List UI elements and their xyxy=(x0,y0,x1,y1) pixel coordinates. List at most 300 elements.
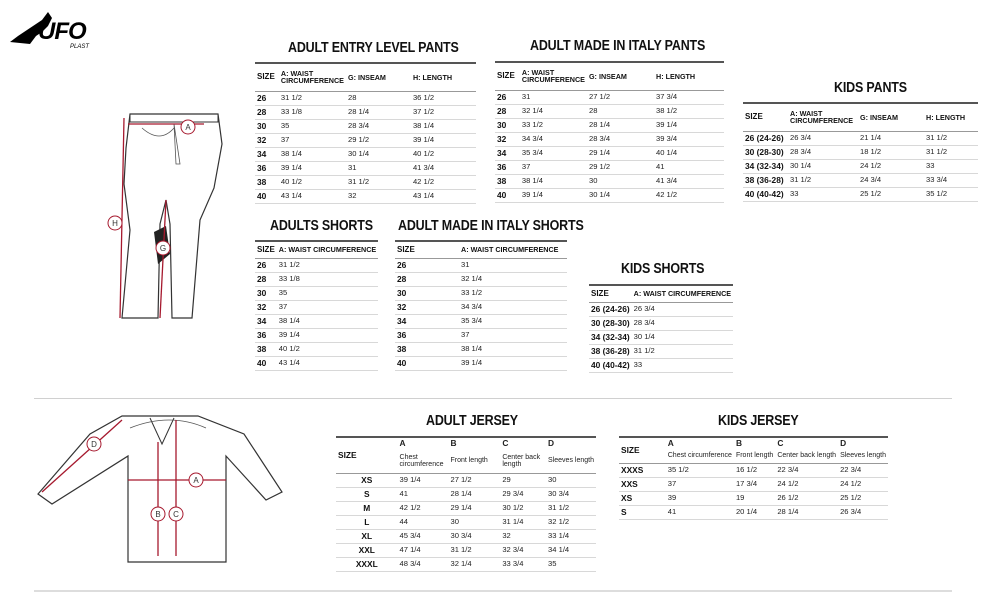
measurement-cell: 31 1/2 xyxy=(448,543,500,557)
measurement-cell: 41 xyxy=(654,160,724,174)
measurement-cell: 30 1/2 xyxy=(500,501,546,515)
measurement-cell: 16 1/2 xyxy=(734,463,775,477)
measurement-cell: 44 xyxy=(398,515,449,529)
size-cell: 26 xyxy=(495,90,520,104)
measurement-cell: 35 xyxy=(279,119,346,133)
adult-italy-pants-table xyxy=(495,61,724,203)
size-cell: 40 (40-42) xyxy=(589,358,632,372)
measurement-cell: 39 1/4 xyxy=(277,328,378,342)
size-cell: S xyxy=(336,487,398,501)
measurement-cell: 43 1/4 xyxy=(279,189,346,203)
size-cell: 26 (24-26) xyxy=(589,302,632,316)
measurement-cell: 33 1/8 xyxy=(277,272,378,286)
measurement-cell: 31 1/4 xyxy=(500,515,546,529)
measurement-cell: 30 3/4 xyxy=(546,487,596,501)
measurement-cell: 42 1/2 xyxy=(654,188,724,202)
measurement-cell: 38 1/4 xyxy=(277,314,378,328)
measurement-cell: 40 1/2 xyxy=(277,342,378,356)
measurement-cell: 45 3/4 xyxy=(398,529,449,543)
measurement-cell: 32 1/4 xyxy=(520,104,587,118)
header-back-length: Center back length xyxy=(775,449,838,463)
measurement-cell: 17 3/4 xyxy=(734,477,775,491)
header-length: H: LENGTH xyxy=(924,103,978,131)
table-row xyxy=(255,175,476,189)
measurement-cell: 35 xyxy=(277,286,378,300)
table-row xyxy=(395,328,567,342)
measurement-cell: 39 1/4 xyxy=(654,118,724,132)
size-cell: M xyxy=(336,501,398,515)
measurement-cell: 30 1/4 xyxy=(587,188,654,202)
measurement-cell: 39 3/4 xyxy=(654,132,724,146)
measurement-cell: 31 1/2 xyxy=(277,258,378,272)
measurement-cell: 28 3/4 xyxy=(587,132,654,146)
size-cell: 40 xyxy=(495,188,520,202)
measurement-cell: 30 1/4 xyxy=(788,159,858,173)
measurement-cell: 33 1/2 xyxy=(459,286,567,300)
header-size: SIZE xyxy=(336,437,398,473)
table-row xyxy=(255,258,378,272)
adult-entry-pants-title: ADULT ENTRY LEVEL PANTS xyxy=(288,40,459,56)
header-letter-b: B xyxy=(734,437,775,449)
adult-italy-pants-title: ADULT MADE IN ITALY PANTS xyxy=(530,38,706,54)
measurement-cell: 26 3/4 xyxy=(788,131,858,145)
pants-label-h: H xyxy=(112,219,118,228)
size-cell: 32 xyxy=(495,132,520,146)
measurement-cell: 29 1/2 xyxy=(346,133,411,147)
size-cell: 28 xyxy=(395,272,459,286)
measurement-cell: 38 1/4 xyxy=(459,342,567,356)
size-cell: 34 xyxy=(495,146,520,160)
table-row xyxy=(619,463,888,477)
table-row xyxy=(495,146,724,160)
measurement-cell: 26 3/4 xyxy=(838,505,888,519)
size-cell: 38 xyxy=(495,174,520,188)
measurement-cell: 34 3/4 xyxy=(459,300,567,314)
jersey-label-d: D xyxy=(91,440,97,449)
header-size: SIZE xyxy=(255,241,277,258)
measurement-cell: 43 1/4 xyxy=(411,189,476,203)
measurement-cell: 22 3/4 xyxy=(838,463,888,477)
table-row xyxy=(255,189,476,203)
measurement-cell: 28 1/4 xyxy=(346,105,411,119)
size-cell: 40 (40-42) xyxy=(743,187,788,201)
measurement-cell: 39 1/4 xyxy=(459,356,567,370)
header-size: SIZE xyxy=(495,62,520,90)
adult-italy-shorts-title: ADULT MADE IN ITALY SHORTS xyxy=(398,218,584,234)
table-row xyxy=(395,272,567,286)
measurement-cell: 33 1/8 xyxy=(279,105,346,119)
size-cell: 30 xyxy=(255,119,279,133)
adults-shorts-table xyxy=(255,240,378,371)
table-row xyxy=(495,174,724,188)
size-cell: 26 xyxy=(255,91,279,105)
header-front-length: Front length xyxy=(448,449,500,473)
measurement-cell: 37 xyxy=(666,477,734,491)
measurement-cell: 31 1/2 xyxy=(632,344,733,358)
size-cell: 26 xyxy=(395,258,459,272)
measurement-cell: 33 xyxy=(788,187,858,201)
table-row xyxy=(255,328,378,342)
pants-illustration xyxy=(100,104,230,326)
measurement-cell: 28 3/4 xyxy=(346,119,411,133)
measurement-cell: 31 xyxy=(346,161,411,175)
measurement-cell: 38 1/4 xyxy=(520,174,587,188)
size-cell: 40 xyxy=(255,356,277,370)
measurement-cell: 39 1/4 xyxy=(279,161,346,175)
measurement-cell: 37 xyxy=(277,300,378,314)
measurement-cell: 31 1/2 xyxy=(788,173,858,187)
table-row xyxy=(743,131,978,145)
measurement-cell: 26 3/4 xyxy=(632,302,733,316)
header-inseam: G: INSEAM xyxy=(858,103,924,131)
measurement-cell: 38 1/2 xyxy=(654,104,724,118)
kids-jersey-table xyxy=(619,436,888,520)
size-cell: XXXL xyxy=(336,557,398,571)
size-cell: 38 xyxy=(255,342,277,356)
adult-entry-pants-table xyxy=(255,62,476,204)
size-cell: 28 xyxy=(495,104,520,118)
measurement-cell: 30 3/4 xyxy=(448,529,500,543)
measurement-cell: 41 xyxy=(398,487,449,501)
measurement-cell: 39 1/4 xyxy=(398,473,449,487)
table-row xyxy=(619,505,888,519)
measurement-cell: 28 1/4 xyxy=(448,487,500,501)
logo-wordmark: UFO xyxy=(38,18,86,45)
table-row xyxy=(589,302,733,316)
measurement-cell: 38 1/4 xyxy=(411,119,476,133)
measurement-cell: 29 xyxy=(500,473,546,487)
measurement-cell: 21 1/4 xyxy=(858,131,924,145)
table-row xyxy=(743,159,978,173)
size-cell: 38 (36-28) xyxy=(589,344,632,358)
measurement-cell: 22 3/4 xyxy=(775,463,838,477)
measurement-cell: 27 1/2 xyxy=(587,90,654,104)
size-cell: 36 xyxy=(495,160,520,174)
header-letter-c: C xyxy=(775,437,838,449)
measurement-cell: 29 1/4 xyxy=(587,146,654,160)
table-row xyxy=(336,473,596,487)
kids-pants-table xyxy=(743,102,978,202)
size-cell: XL xyxy=(336,529,398,543)
measurement-cell: 35 1/2 xyxy=(924,187,978,201)
size-cell: 26 xyxy=(255,258,277,272)
size-cell: XXS xyxy=(619,477,666,491)
adult-italy-shorts-table xyxy=(395,240,567,371)
table-row xyxy=(336,557,596,571)
pants-label-g: G xyxy=(159,244,167,253)
table-row xyxy=(589,330,733,344)
size-cell: XXXS xyxy=(619,463,666,477)
table-row xyxy=(255,105,476,119)
measurement-cell: 24 3/4 xyxy=(858,173,924,187)
measurement-cell: 33 1/2 xyxy=(520,118,587,132)
section-divider xyxy=(34,398,952,399)
measurement-cell: 35 3/4 xyxy=(520,146,587,160)
table-row xyxy=(255,342,378,356)
measurement-cell: 39 1/4 xyxy=(411,133,476,147)
measurement-cell: 40 1/2 xyxy=(411,147,476,161)
table-row xyxy=(336,529,596,543)
ufo-plast-logo xyxy=(8,6,126,54)
table-row xyxy=(336,515,596,529)
header-letter-d: D xyxy=(838,437,888,449)
measurement-cell: 40 1/4 xyxy=(654,146,724,160)
size-cell: 38 xyxy=(395,342,459,356)
size-cell: 40 xyxy=(395,356,459,370)
header-length: H: LENGTH xyxy=(411,63,476,91)
measurement-cell: 41 3/4 xyxy=(654,174,724,188)
measurement-cell: 40 1/2 xyxy=(279,175,346,189)
jersey-label-b: B xyxy=(155,510,161,519)
measurement-cell: 39 xyxy=(666,491,734,505)
measurement-cell: 39 1/4 xyxy=(520,188,587,202)
table-row xyxy=(743,145,978,159)
measurement-cell: 31 xyxy=(520,90,587,104)
size-cell: 32 xyxy=(255,133,279,147)
table-row xyxy=(395,342,567,356)
size-cell: L xyxy=(336,515,398,529)
logo-subtext: PLAST xyxy=(70,44,90,50)
header-letter-b: B xyxy=(448,437,500,449)
header-size: SIZE xyxy=(395,241,459,258)
measurement-cell: 31 xyxy=(459,258,567,272)
measurement-cell: 43 1/4 xyxy=(277,356,378,370)
header-waist: A: WAIST CIRCUMFERENCE xyxy=(632,285,733,302)
measurement-cell: 28 1/4 xyxy=(587,118,654,132)
table-row xyxy=(619,491,888,505)
size-cell: 38 (36-28) xyxy=(743,173,788,187)
measurement-cell: 35 3/4 xyxy=(459,314,567,328)
table-row xyxy=(336,543,596,557)
size-cell: S xyxy=(619,505,666,519)
header-inseam: G: INSEAM xyxy=(346,63,411,91)
table-row xyxy=(255,286,378,300)
measurement-cell: 29 1/4 xyxy=(448,501,500,515)
measurement-cell: 30 1/4 xyxy=(346,147,411,161)
header-size: SIZE xyxy=(255,63,279,91)
size-cell: 36 xyxy=(255,161,279,175)
header-sleeves-length: Sleeves length xyxy=(546,449,596,473)
measurement-cell: 28 1/4 xyxy=(775,505,838,519)
table-row xyxy=(255,161,476,175)
header-waist: A: WAIST CIRCUMFERENCE xyxy=(279,63,346,91)
size-cell: 26 (24-26) xyxy=(743,131,788,145)
measurement-cell: 35 1/2 xyxy=(666,463,734,477)
header-size: SIZE xyxy=(589,285,632,302)
header-waist: A: WAIST CIRCUMFERENCE xyxy=(520,62,587,90)
kids-jersey-title: KIDS JERSEY xyxy=(718,413,799,429)
table-row xyxy=(395,356,567,370)
size-cell: XS xyxy=(336,473,398,487)
measurement-cell: 31 1/2 xyxy=(279,91,346,105)
table-row xyxy=(255,272,378,286)
measurement-cell: 33 3/4 xyxy=(924,173,978,187)
jersey-label-c: C xyxy=(173,510,179,519)
kids-pants-title: KIDS PANTS xyxy=(834,80,907,96)
table-row xyxy=(255,91,476,105)
header-length: H: LENGTH xyxy=(654,62,724,90)
header-waist: A: WAIST CIRCUMFERENCE xyxy=(788,103,858,131)
header-waist: A: WAIST CIRCUMFERENCE xyxy=(459,241,567,258)
header-letter-d: D xyxy=(546,437,596,449)
measurement-cell: 48 3/4 xyxy=(398,557,449,571)
measurement-cell: 26 1/2 xyxy=(775,491,838,505)
measurement-cell: 32 xyxy=(346,189,411,203)
header-front-length: Front length xyxy=(734,449,775,463)
measurement-cell: 47 1/4 xyxy=(398,543,449,557)
size-cell: 28 xyxy=(255,272,277,286)
table-row xyxy=(255,133,476,147)
measurement-cell: 19 xyxy=(734,491,775,505)
size-cell: XS xyxy=(619,491,666,505)
header-letter-a: A xyxy=(398,437,449,449)
measurement-cell: 29 1/2 xyxy=(587,160,654,174)
jersey-illustration xyxy=(30,408,290,568)
measurement-cell: 28 xyxy=(346,91,411,105)
table-row xyxy=(589,344,733,358)
measurement-cell: 37 1/2 xyxy=(411,105,476,119)
size-cell: 30 xyxy=(255,286,277,300)
measurement-cell: 30 1/4 xyxy=(632,330,733,344)
size-cell: 32 xyxy=(255,300,277,314)
measurement-cell: 32 1/4 xyxy=(448,557,500,571)
table-row xyxy=(495,104,724,118)
measurement-cell: 34 1/4 xyxy=(546,543,596,557)
size-cell: 40 xyxy=(255,189,279,203)
measurement-cell: 31 1/2 xyxy=(546,501,596,515)
size-cell: 36 xyxy=(255,328,277,342)
header-letter-a: A xyxy=(666,437,734,449)
size-cell: 30 (28-30) xyxy=(589,316,632,330)
table-row xyxy=(395,300,567,314)
measurement-cell: 33 1/4 xyxy=(546,529,596,543)
size-cell: 30 xyxy=(395,286,459,300)
measurement-cell: 28 xyxy=(587,104,654,118)
size-cell: 30 (28-30) xyxy=(743,145,788,159)
table-row xyxy=(495,188,724,202)
header-size: SIZE xyxy=(743,103,788,131)
table-row xyxy=(395,314,567,328)
measurement-cell: 32 3/4 xyxy=(500,543,546,557)
size-cell: 36 xyxy=(395,328,459,342)
header-chest: Chest circumference xyxy=(398,449,449,473)
jersey-label-a: A xyxy=(193,476,199,485)
table-row xyxy=(395,258,567,272)
measurement-cell: 31 1/2 xyxy=(924,145,978,159)
measurement-cell: 31 1/2 xyxy=(924,131,978,145)
table-row xyxy=(495,90,724,104)
measurement-cell: 28 3/4 xyxy=(788,145,858,159)
pants-label-a: A xyxy=(185,123,191,132)
measurement-cell: 41 3/4 xyxy=(411,161,476,175)
header-back-length: Center back length xyxy=(500,449,546,473)
adult-jersey-title: ADULT JERSEY xyxy=(426,413,518,429)
table-row xyxy=(495,160,724,174)
table-row xyxy=(255,300,378,314)
measurement-cell: 42 1/2 xyxy=(398,501,449,515)
measurement-cell: 37 xyxy=(279,133,346,147)
kids-shorts-title: KIDS SHORTS xyxy=(621,261,705,277)
measurement-cell: 31 1/2 xyxy=(346,175,411,189)
size-cell: 32 xyxy=(395,300,459,314)
measurement-cell: 30 xyxy=(587,174,654,188)
header-inseam: G: INSEAM xyxy=(587,62,654,90)
size-cell: XXL xyxy=(336,543,398,557)
measurement-cell: 37 xyxy=(459,328,567,342)
header-sleeves-length: Sleeves length xyxy=(838,449,888,463)
measurement-cell: 32 1/4 xyxy=(459,272,567,286)
measurement-cell: 42 1/2 xyxy=(411,175,476,189)
header-chest: Chest circumference xyxy=(666,449,734,463)
table-row xyxy=(255,147,476,161)
table-row xyxy=(255,314,378,328)
measurement-cell: 37 3/4 xyxy=(654,90,724,104)
measurement-cell: 25 1/2 xyxy=(858,187,924,201)
measurement-cell: 32 xyxy=(500,529,546,543)
measurement-cell: 18 1/2 xyxy=(858,145,924,159)
measurement-cell: 24 1/2 xyxy=(838,477,888,491)
footer-divider xyxy=(34,590,952,592)
measurement-cell: 33 xyxy=(924,159,978,173)
kids-shorts-table xyxy=(589,284,733,373)
size-cell: 34 (32-34) xyxy=(589,330,632,344)
table-row xyxy=(495,118,724,132)
measurement-cell: 24 1/2 xyxy=(858,159,924,173)
size-cell: 34 xyxy=(255,314,277,328)
size-cell: 34 xyxy=(395,314,459,328)
table-row xyxy=(589,316,733,330)
measurement-cell: 34 3/4 xyxy=(520,132,587,146)
measurement-cell: 20 1/4 xyxy=(734,505,775,519)
measurement-cell: 27 1/2 xyxy=(448,473,500,487)
header-letter-c: C xyxy=(500,437,546,449)
size-cell: 30 xyxy=(495,118,520,132)
measurement-cell: 38 1/4 xyxy=(279,147,346,161)
measurement-cell: 35 xyxy=(546,557,596,571)
table-row xyxy=(743,187,978,201)
table-row xyxy=(495,132,724,146)
table-row xyxy=(336,487,596,501)
measurement-cell: 37 xyxy=(520,160,587,174)
measurement-cell: 33 xyxy=(632,358,733,372)
measurement-cell: 33 3/4 xyxy=(500,557,546,571)
size-cell: 34 (32-34) xyxy=(743,159,788,173)
measurement-cell: 24 1/2 xyxy=(775,477,838,491)
measurement-cell: 30 xyxy=(546,473,596,487)
table-row xyxy=(619,477,888,491)
measurement-cell: 28 3/4 xyxy=(632,316,733,330)
header-size: SIZE xyxy=(619,437,666,463)
table-row xyxy=(255,356,378,370)
measurement-cell: 32 1/2 xyxy=(546,515,596,529)
table-row xyxy=(336,501,596,515)
size-cell: 34 xyxy=(255,147,279,161)
measurement-cell: 25 1/2 xyxy=(838,491,888,505)
measurement-cell: 36 1/2 xyxy=(411,91,476,105)
table-row xyxy=(395,286,567,300)
table-row xyxy=(743,173,978,187)
header-waist: A: WAIST CIRCUMFERENCE xyxy=(277,241,378,258)
size-cell: 28 xyxy=(255,105,279,119)
size-cell: 38 xyxy=(255,175,279,189)
adults-shorts-title: ADULTS SHORTS xyxy=(270,218,373,234)
table-row xyxy=(589,358,733,372)
measurement-cell: 29 3/4 xyxy=(500,487,546,501)
table-row xyxy=(255,119,476,133)
measurement-cell: 30 xyxy=(448,515,500,529)
adult-jersey-table xyxy=(336,436,596,572)
measurement-cell: 41 xyxy=(666,505,734,519)
